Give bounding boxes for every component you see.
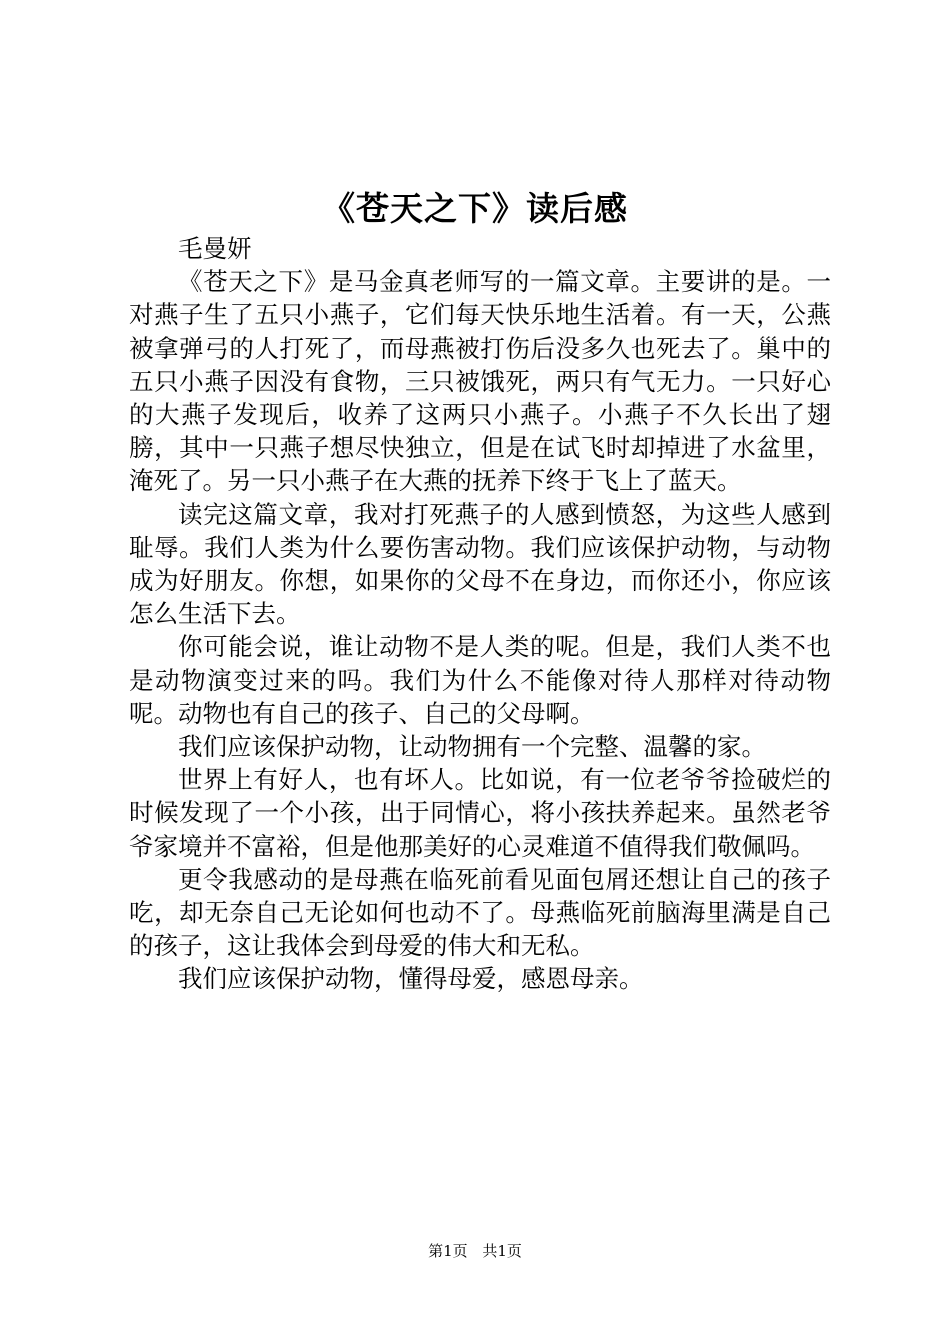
paragraph-4: 我们应该保护动物，让动物拥有一个完整、温馨的家。 — [178, 732, 766, 762]
paragraph-6: 更令我感动的是母燕在临死前看见面包屑还想让自己的孩子吃，却无奈自己无论如何也动不了。母燕临死前脑海里满是自己的孩子，这让我体会到母爱的伟大和无私。 — [129, 864, 831, 961]
paragraph-7: 我们应该保护动物，懂得母爱，感恩母亲。 — [178, 964, 644, 994]
paragraph-1: 《苍天之下》是马金真老师写的一篇文章。主要讲的是。一对燕子生了五只小燕子，它们每天快乐地生活着。有一天，公燕被拿弹弓的人打死了，而母燕被打伤后没多久也死去了。巢中的五只小燕子因没有食物，三只被饿死，两只有气无力。一只好心的大燕子发现后，收养了这两只小燕子。小燕子不久长出了翅膀，其中一只燕子想尽快独立，但是在试飞时却掉进了水盆里，淹死了。另一只小燕子在大燕的抚养下终于飞上了蓝天。 — [129, 267, 831, 496]
author-line: 毛曼妍 — [178, 234, 252, 263]
page-footer — [0, 1240, 950, 1262]
document-body — [129, 232, 831, 996]
paragraph-5: 世界上有好人，也有坏人。比如说，有一位老爷爷捡破烂的时候发现了一个小孩，出于同情心，将小孩扶养起来。虽然老爷爷家境并不富裕，但是他那美好的心灵难道不值得我们敬佩吗。 — [129, 765, 831, 861]
document-title: 《苍天之下》读后感 — [322, 189, 628, 228]
paragraph-3: 你可能会说，谁让动物不是人类的呢。但是，我们人类不也是动物演变过来的吗。我们为什么不能像对待人那样对待动物呢。动物也有自己的孩子、自己的父母啊。 — [129, 632, 831, 728]
page-number: 第1页 — [428, 1242, 468, 1260]
page-total: 共1页 — [482, 1242, 522, 1260]
paragraph-2: 读完这篇文章，我对打死燕子的人感到愤怒，为这些人感到耻辱。我们人类为什么要伤害动物。我们应该保护动物，与动物成为好朋友。你想，如果你的父母不在身边，而你还小，你应该怎么生活下去。 — [129, 499, 831, 629]
